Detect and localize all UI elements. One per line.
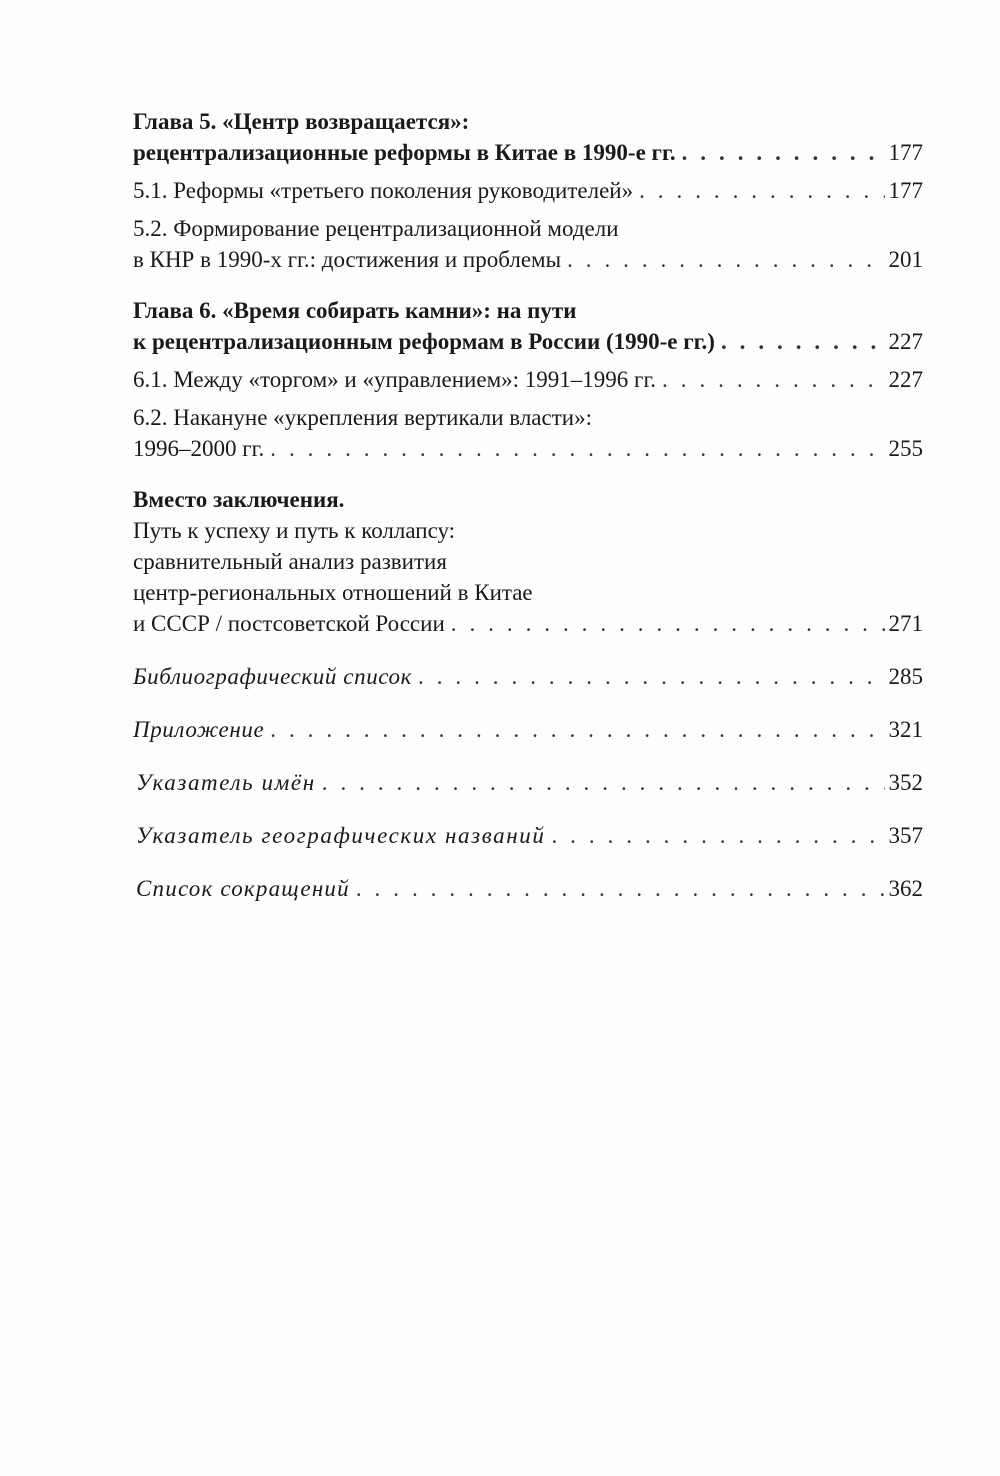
page-number: 352 [888,770,923,795]
section-title-line: 1996–2000 гг. [133,436,265,461]
toc-section-5-1[interactable] [133,175,923,206]
dot-leader [270,714,884,745]
chapter-title-line: рецентрализационные реформы в Китае в 1990-е гг. [133,140,676,165]
dot-leader [567,244,884,275]
back-matter-label: Указатель имён [136,770,316,795]
chapter-title-line: Глава 5. «Центр возвращается»: [133,109,470,134]
dot-leader [322,767,885,798]
page-number: 362 [888,876,923,901]
toc-chapter-6[interactable] [133,295,923,357]
toc-chapter-5[interactable] [133,106,923,168]
back-matter-label: Приложение [133,717,265,742]
section-title-line: 6.2. Накануне «укрепления вертикали власти»: [133,405,592,430]
dot-leader [356,873,885,904]
dot-leader [721,326,885,357]
page-number: 177 [888,178,923,203]
back-matter-label: Указатель географических названий [136,823,546,848]
page-number: 255 [888,436,923,461]
dot-leader [551,820,884,851]
dot-leader [682,137,885,168]
page-number: 271 [888,611,923,636]
dot-leader [270,433,884,464]
section-title-line: 5.1. Реформы «третьего поколения руководителей» [133,178,634,203]
conclusion-title-line: и СССР / постсоветской России [133,611,445,636]
conclusion-title-line: сравнительный анализ развития [133,549,447,574]
dot-leader [418,661,885,692]
dot-leader [451,608,885,639]
section-title-line: 5.2. Формирование рецентрализационной модели [133,216,619,241]
toc-section-6-1[interactable] [133,364,923,395]
page-number: 227 [888,329,923,354]
page-number: 285 [888,664,923,689]
conclusion-heading: Вместо заключения. [133,487,345,512]
table-of-contents [133,106,923,904]
toc-conclusion[interactable] [133,484,923,639]
dot-leader [662,364,884,395]
chapter-title-line: к рецентрализационным реформам в России (1990-е гг.) [133,329,715,354]
page-number: 177 [888,140,923,165]
toc-name-index[interactable] [133,767,923,798]
back-matter-label: Библиографический список [133,664,412,689]
back-matter-label: Список сокращений [136,876,350,901]
page-number: 321 [888,717,923,742]
conclusion-title-line: центр-региональных отношений в Китае [133,580,533,605]
conclusion-title-line: Путь к успеху и путь к коллапсу: [133,518,456,543]
toc-section-6-2[interactable] [133,402,923,464]
page-number: 201 [888,247,923,272]
toc-abbreviations[interactable] [133,873,923,904]
section-title-line: 6.1. Между «торгом» и «управлением»: 1991–1996 гг. [133,367,657,392]
toc-geo-index[interactable] [133,820,923,851]
page-number: 227 [888,367,923,392]
toc-bibliography[interactable] [133,661,923,692]
section-title-line: в КНР в 1990-х гг.: достижения и проблемы [133,247,562,272]
chapter-title-line: Глава 6. «Время собирать камни»: на пути [133,298,577,323]
page-number: 357 [888,823,923,848]
dot-leader [639,175,884,206]
toc-section-5-2[interactable] [133,213,923,275]
toc-appendix[interactable] [133,714,923,745]
